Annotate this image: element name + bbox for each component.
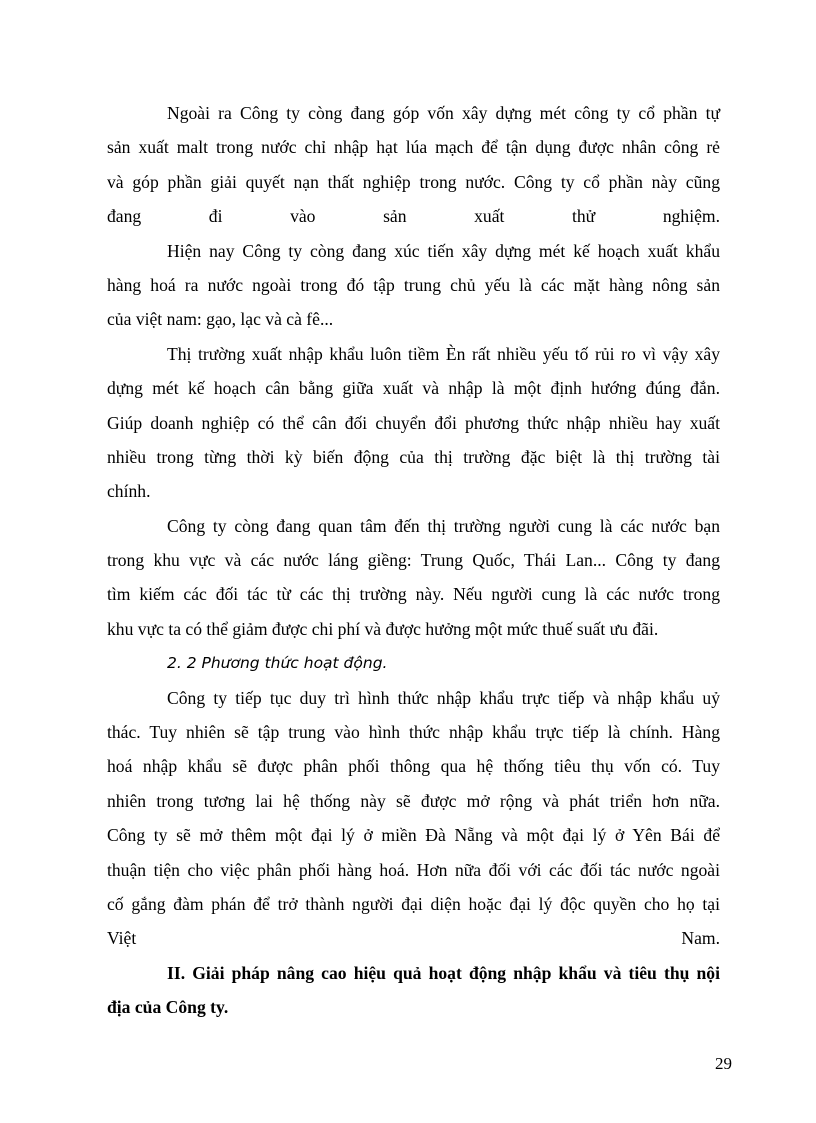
- page-body: [107, 96, 720, 1025]
- text-line: Công ty tiếp tục duy trì hình thức nhập khẩu trực tiếp và nhập khẩu uỷ: [167, 687, 720, 708]
- text-line: Công ty còng đang quan tâm đến thị trường người cung là các nước bạn: [167, 515, 720, 536]
- text-line: dựng mét kế hoạch cân bằng giữa xuất và nhập là một định hướng đúng đắn.: [107, 378, 720, 399]
- chapter-heading: [107, 956, 720, 1025]
- text-line: và góp phần giải quyết nạn thất nghiệp trong nước. Công ty cổ phần này cũng: [107, 171, 720, 192]
- text-line: trong khu vực và các nước láng giềng: Trung Quốc, Thái Lan... Công ty đang: [107, 550, 720, 571]
- text-line: nhiên trong tương lai hệ thống này sẽ được mở rộng và phát triển hơn nữa.: [107, 790, 720, 811]
- text-line-split: [107, 921, 720, 955]
- section-heading: 2. 2 Phương thức hoạt động.: [167, 654, 388, 673]
- text-line: Hiện nay Công ty còng đang xúc tiến xây dựng mét kế hoạch xuất khẩu: [167, 240, 720, 261]
- text-line: Công ty sẽ mở thêm một đại lý ở miền Đà Nẵng và một đại lý ở Yên Bái để: [107, 825, 720, 846]
- page-number: 29: [715, 1054, 732, 1073]
- text-line: Ngoài ra Công ty còng đang góp vốn xây dựng mét công ty cổ phần tự: [167, 103, 720, 123]
- text-line: Giúp doanh nghiệp có thể cân đối chuyển đổi phương thức nhập nhiều hay xuất: [107, 412, 720, 433]
- text-line: sản xuất malt trong nước chỉ nhập hạt lúa mạch để tận dụng được nhân công rẻ: [107, 137, 720, 158]
- text-line: hàng hoá ra nước ngoài trong đó tập trung chủ yếu là các mặt hàng nông sản: [107, 274, 720, 295]
- paragraph-2: [107, 234, 720, 337]
- text-line: nhiều trong từng thời kỳ biến động của thị trường đặc biệt là thị trường tài: [107, 446, 720, 467]
- text-line: hoá nhập khẩu sẽ được phân phối thông qua hệ thống tiêu thụ vốn có. Tuy: [107, 756, 720, 777]
- paragraph-1: [107, 96, 720, 234]
- text-line: khu vực ta có thể giảm được chi phí và được hưởng một mức thuế suất ưu đãi.: [107, 618, 659, 639]
- text-line: đang đi vào sản xuất thử nghiệm.: [107, 206, 720, 227]
- text-fragment: Việt: [107, 928, 137, 949]
- heading-line: II. Giải pháp nâng cao hiệu quả hoạt động nhập khẩu và tiêu thụ nội: [167, 962, 720, 983]
- paragraph-5: [107, 681, 720, 956]
- text-line: tìm kiếm các đối tác từ các thị trường này. Nếu người cung là các nước trong: [107, 584, 720, 605]
- text-line: thuận tiện cho việc phân phối hàng hoá. Hơn nữa đối với các đối tác nước ngoài: [107, 859, 720, 880]
- text-fragment: Nam.: [681, 928, 720, 949]
- heading-line: địa của Công ty.: [107, 997, 229, 1018]
- text-line: của việt nam: gạo, lạc và cà fê...: [107, 309, 334, 330]
- text-line: thác. Tuy nhiên sẽ tập trung vào hình thức nhập khẩu trực tiếp là chính. Hàng: [107, 722, 720, 743]
- paragraph-4: [107, 509, 720, 647]
- text-line: Thị trường xuất nhập khẩu luôn tiềm Èn rất nhiều yếu tố rủi ro vì vậy xây: [167, 343, 720, 364]
- text-line: chính.: [107, 481, 151, 502]
- paragraph-3: [107, 337, 720, 509]
- text-line: cố gắng đàm phán để trở thành người đại diện hoặc đại lý độc quyền cho họ tại: [107, 893, 720, 914]
